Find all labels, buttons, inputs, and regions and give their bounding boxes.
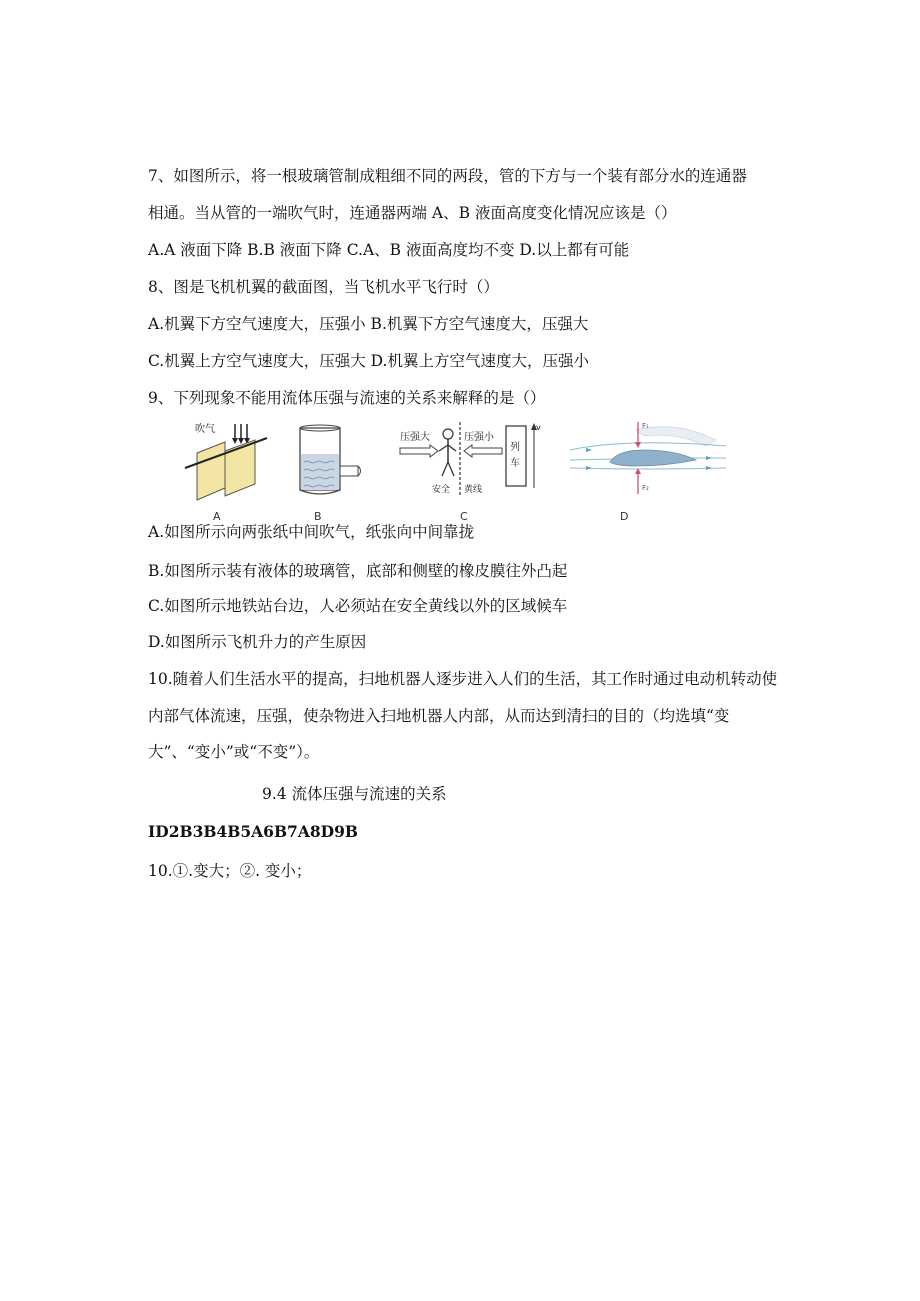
figure-b-label: B — [314, 510, 322, 523]
q9-stem: 9、下列现象不能用流体压强与流速的关系来解释的是（） — [148, 389, 546, 407]
q10-line-3: 大”、“变小”或“不变”）。 — [148, 743, 320, 761]
figure-d-wing-lift — [566, 418, 731, 526]
q7-line-2: 相通。当从管的一端吹气时，连通器两端 A、B 液面高度变化情况应该是（） — [148, 204, 677, 222]
q10-line-1: 10.随着人们生活水平的提高，扫地机器人逐步进入人们的生活，其工作时通过电动机转动使 — [148, 670, 778, 688]
figure-c-pressure-small: 压强小 — [464, 432, 494, 443]
q9-option-c: C.如图所示地铁站台边，人必须站在安全黄线以外的区域候车 — [148, 597, 568, 615]
q7-line-1: 7、如图所示，将一根玻璃管制成粗细不同的两段，管的下方与一个装有部分水的连通器 — [148, 167, 747, 185]
q10-answer: 10.①.变大；②. 变小； — [148, 862, 312, 880]
figure-c-velocity: v — [536, 423, 541, 432]
figure-c-yellow-line-text: 黄线 — [464, 485, 483, 495]
q9-option-a: A.如图所示向两张纸中间吹气，纸张向中间靠拢 — [148, 523, 475, 541]
figure-a-blow-text: 吹气 — [195, 424, 215, 435]
choice-answers: ID2B3B4B5A6B7A8D9B — [148, 822, 358, 841]
figure-a-label: A — [213, 510, 221, 523]
q10-line-2: 内部气体流速，压强，使杂物进入扫地机器人内部，从而达到清扫的目的（均选填“变 — [148, 707, 730, 725]
figure-c-subway-platform — [396, 418, 546, 526]
figure-c-train-text-1: 列 — [510, 442, 520, 453]
q9-figure — [170, 418, 740, 526]
figure-a-paper-blow — [175, 418, 270, 526]
figure-d-force-bottom: F₂ — [642, 484, 649, 492]
figure-c-train-text-2: 车 — [510, 458, 520, 469]
answers-title: 9.4 流体压强与流速的关系 — [262, 785, 447, 803]
figure-d-label: D — [620, 510, 629, 523]
figure-d-force-top: F₁ — [642, 422, 649, 430]
figure-c-pressure-big: 压强大 — [400, 432, 430, 443]
q8-options-cd: C.机翼上方空气速度大，压强大 D.机翼上方空气速度大，压强小 — [148, 352, 589, 370]
q8-options-ab: A.机翼下方空气速度大，压强小 B.机翼下方空气速度大，压强大 — [148, 315, 589, 333]
q8-stem: 8、图是飞机机翼的截面图，当飞机水平飞行时（） — [148, 278, 499, 296]
q9-option-d: D.如图所示飞机升力的产生原因 — [148, 633, 367, 651]
figure-c-safe-text: 安全 — [432, 485, 451, 495]
figure-b-liquid-tube — [288, 418, 368, 526]
q9-option-b: B.如图所示装有液体的玻璃管，底部和侧壁的橡皮膜往外凸起 — [148, 562, 568, 580]
figure-c-label: C — [460, 510, 468, 523]
q7-options: A.A 液面下降 B.B 液面下降 C.A、B 液面高度均不变 D.以上都有可能 — [148, 241, 630, 259]
